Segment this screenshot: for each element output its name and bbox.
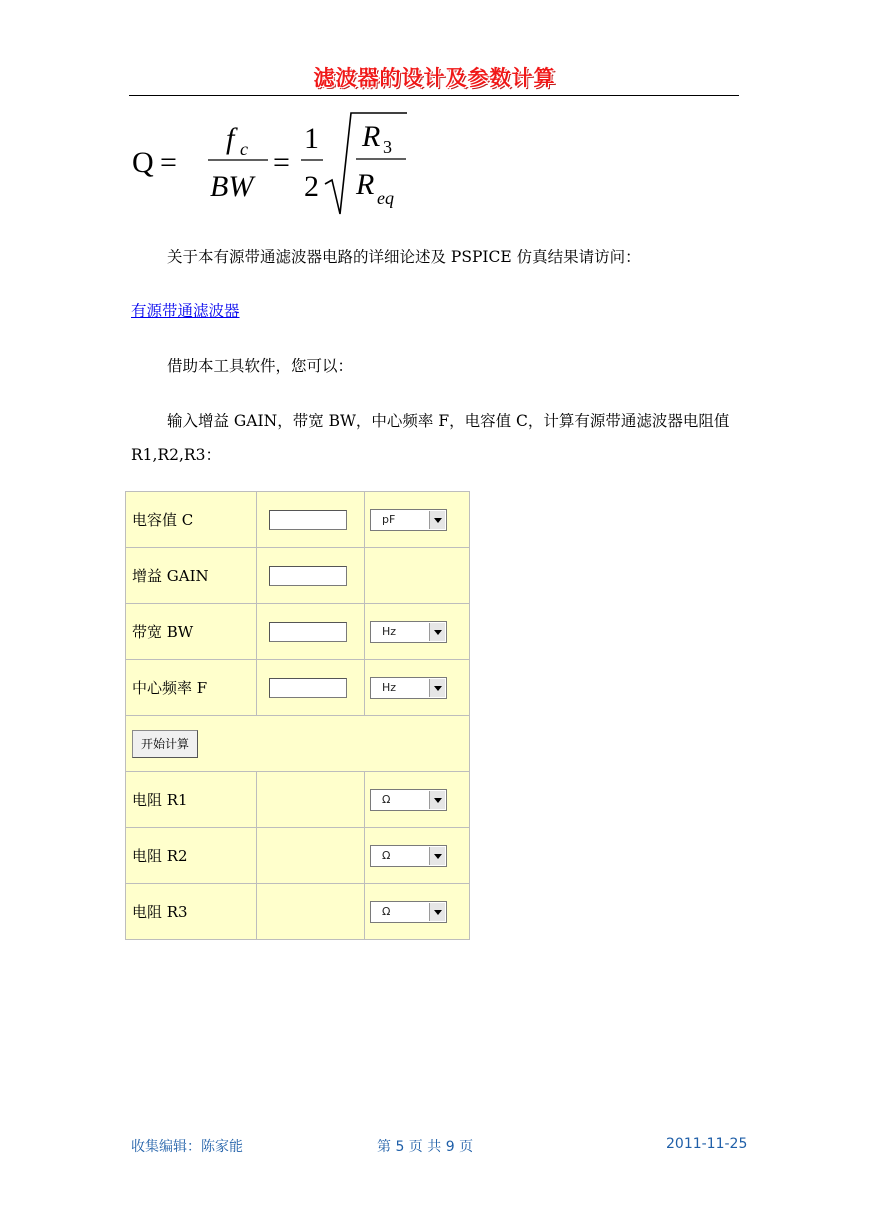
footer-date: 2011-11-25 — [666, 1136, 748, 1152]
r2-unit-select[interactable] — [370, 845, 447, 867]
r2-result — [257, 828, 365, 884]
bandwidth-label: 带宽 BW — [126, 604, 257, 660]
formula-frac1-num-sub: c — [240, 139, 248, 159]
chevron-down-icon[interactable] — [429, 679, 445, 697]
bandwidth-input[interactable] — [269, 622, 347, 642]
q-formula-svg — [130, 110, 430, 220]
r1-unit-value: Ω — [382, 792, 391, 806]
footer-editor: 收集编辑：陈家能 — [131, 1139, 243, 1155]
r2-row — [126, 828, 470, 884]
r3-unit-select[interactable] — [370, 901, 447, 923]
r3-row — [126, 884, 470, 940]
bandwidth-row — [126, 604, 470, 660]
formula-sqrt-den: R — [356, 168, 375, 201]
r1-label: 电阻 R1 — [126, 772, 257, 828]
r1-result — [257, 772, 365, 828]
r3-label: 电阻 R3 — [126, 884, 257, 940]
gain-input[interactable] — [269, 566, 347, 586]
r3-result — [257, 884, 365, 940]
capacitance-label: 电容值 C — [126, 492, 257, 548]
chevron-down-icon[interactable] — [429, 847, 445, 865]
formula-eq2: = — [273, 146, 290, 179]
formula-eq1: = — [160, 146, 177, 179]
formula-frac2-num: 1 — [304, 122, 319, 155]
formula-frac1-num: f — [226, 122, 235, 155]
chevron-down-icon[interactable] — [429, 903, 445, 921]
r2-label: 电阻 R2 — [126, 828, 257, 884]
center-frequency-label: 中心频率 F — [126, 660, 257, 716]
r1-unit-select[interactable] — [370, 789, 447, 811]
gain-label: 增益 GAIN — [126, 548, 257, 604]
formula-frac1-den: BW — [210, 170, 254, 203]
document-header-title: 滤波器的设计及参数计算 — [313, 66, 556, 90]
formula-frac2-den: 2 — [304, 170, 319, 203]
chevron-down-icon[interactable] — [429, 791, 445, 809]
calculate-row — [126, 716, 470, 772]
q-formula — [130, 110, 430, 220]
description-paragraph: 输入增益 GAIN，带宽 BW，中心频率 F，电容值 C，计算有源带通滤波器电阻值 R1,R2,R3： — [131, 412, 730, 464]
chevron-down-icon[interactable] — [429, 511, 445, 529]
calculator-table — [125, 491, 470, 940]
center-frequency-unit-select[interactable] — [370, 677, 447, 699]
bandwidth-unit-value: Hz — [382, 624, 397, 638]
capacitance-row — [126, 492, 470, 548]
tool-intro-paragraph: 借助本工具软件，您可以： — [167, 357, 354, 375]
formula-lhs: Q — [132, 146, 154, 179]
footer-page-number: 第 5 页 共 9 页 — [377, 1139, 474, 1155]
gain-row — [126, 548, 470, 604]
intro-paragraph: 关于本有源带通滤波器电路的详细论述及 PSPICE 仿真结果请访问： — [167, 248, 641, 266]
r3-unit-value: Ω — [382, 904, 391, 918]
formula-sqrt-num: R — [362, 120, 381, 153]
formula-sqrt-num-sub: 3 — [383, 137, 392, 157]
empty-cell — [365, 548, 470, 604]
start-calculation-button[interactable]: 开始计算 — [132, 730, 198, 758]
capacitance-unit-value: pF — [382, 512, 396, 526]
chevron-down-icon[interactable] — [429, 623, 445, 641]
center-frequency-input[interactable] — [269, 678, 347, 698]
center-frequency-row — [126, 660, 470, 716]
capacitance-input[interactable] — [269, 510, 347, 530]
bandwidth-unit-select[interactable] — [370, 621, 447, 643]
active-bandpass-filter-link[interactable]: 有源带通滤波器 — [131, 302, 240, 320]
formula-sqrt-den-sub: eq — [377, 188, 394, 208]
capacitance-unit-select[interactable] — [370, 509, 447, 531]
header-rule — [129, 95, 739, 96]
r1-row — [126, 772, 470, 828]
r2-unit-value: Ω — [382, 848, 391, 862]
center-frequency-unit-value: Hz — [382, 680, 397, 694]
